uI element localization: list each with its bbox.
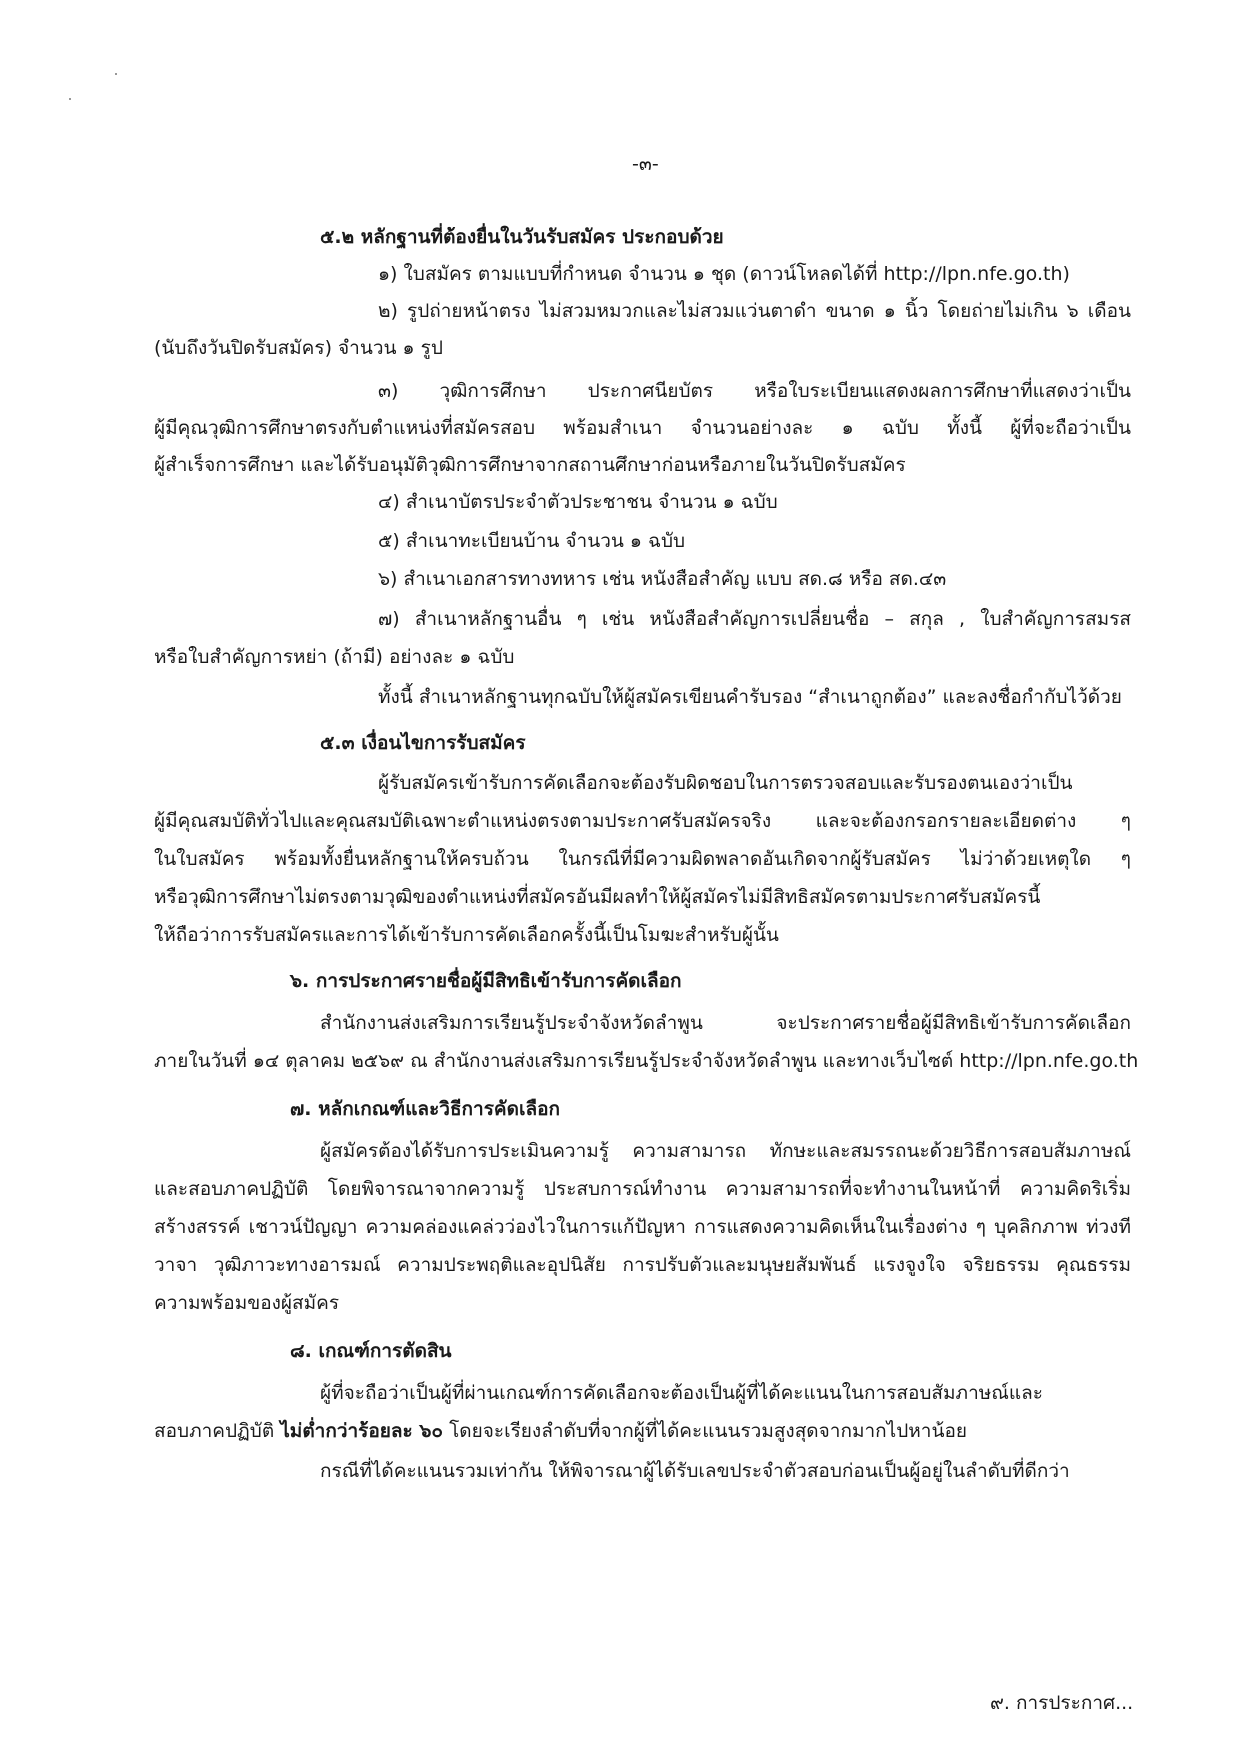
s8-line-2-start: สอบภาคปฏิบัติ <box>154 1420 281 1442</box>
s52-item-2b: (นับถึงวันปิดรับสมัคร) จำนวน ๑ รูป <box>154 337 443 359</box>
s52-note: ทั้งนี้ สำเนาหลักฐานทุกฉบับให้ผู้สมัครเขียนคำรับรอง “สำเนาถูกต้อง” และลงชื่อกำกับไว้ด้วย <box>378 686 1122 708</box>
s53-line-2: ผู้มีคุณสมบัติทั่วไปและคุณสมบัติเฉพาะตำแหน่งตรงตามประกาศรับสมัครจริง และจะต้องกรอกรายละเอียดต่าง ๆ <box>154 810 1131 832</box>
s53-line-3: ในใบสมัคร พร้อมทั้งยื่นหลักฐานให้ครบถ้วน ในกรณีที่มีความผิดพลาดอันเกิดจากผู้รับสมัคร ไม่ว่าด้วยเหตุใด ๆ <box>154 848 1131 870</box>
s6-line-1: สำนักงานส่งเสริมการเรียนรู้ประจำจังหวัดลำพูน จะประกาศรายชื่อผู้มีสิทธิเข้ารับการคัดเลือก <box>320 1012 1131 1034</box>
s7-line-3: สร้างสรรค์ เชาวน์ปัญญา ความคล่องแคล่วว่องไวในการแก้ปัญหา การแสดงความคิดเห็นในเรื่องต่าง ๆ บุคลิกภาพ ท่วงที <box>154 1216 1131 1238</box>
continuation-marker: ๙. การประกาศ... <box>990 1692 1134 1714</box>
s53-line-5: ให้ถือว่าการรับสมัครและการได้เข้ารับการคัดเลือกครั้งนี้เป็นโมฆะสำหรับผู้นั้น <box>154 924 779 946</box>
s7-line-4: วาจา วุฒิภาวะทางอารมณ์ ความประพฤติและอุปนิสัย การปรับตัวและมนุษยสัมพันธ์ แรงจูงใจ จริยธรรม คุณธรรม <box>154 1254 1131 1276</box>
page-number: -๓- <box>632 153 659 175</box>
s7-line-1: ผู้สมัครต้องได้รับการประเมินความรู้ ความสามารถ ทักษะและสมรรถนะด้วยวิธีการสอบสัมภาษณ์ <box>320 1140 1131 1162</box>
s52-item-2a: ๒) รูปถ่ายหน้าตรง ไม่สวมหมวกและไม่สวมแว่นตาดำ ขนาด ๑ นิ้ว โดยถ่ายไม่เกิน ๖ เดือน <box>378 300 1131 322</box>
s52-item-7a: ๗) สำเนาหลักฐานอื่น ๆ เช่น หนังสือสำคัญการเปลี่ยนชื่อ – สกุล , ใบสำคัญการสมรส <box>378 608 1131 630</box>
minimum-score-criterion: ไม่ต่ำกว่าร้อยละ ๖๐ <box>280 1420 444 1442</box>
s52-item-3c: ผู้สำเร็จการศึกษา และได้รับอนุมัติวุฒิการศึกษาจากสถานศึกษาก่อนหรือภายในวันปิดรับสมัคร <box>154 454 906 476</box>
section-5-2-heading: ๕.๒ หลักฐานที่ต้องยื่นในวันรับสมัคร ประกอบด้วย <box>320 226 724 248</box>
s8-line-3: กรณีที่ได้คะแนนรวมเท่ากัน ให้พิจารณาผู้ได้รับเลขประจำตัวสอบก่อนเป็นผู้อยู่ในลำดับที่ดีกว่า <box>320 1460 1070 1482</box>
s53-line-4: หรือวุฒิการศึกษาไม่ตรงตามวุฒิของตำแหน่งที่สมัครอันมีผลทำให้ผู้สมัครไม่มีสิทธิสมัครตามประกาศรับสมัครนี้ <box>154 886 1041 908</box>
s52-item-5: ๕) สำเนาทะเบียนบ้าน จำนวน ๑ ฉบับ <box>378 530 686 552</box>
s52-item-3b: ผู้มีคุณวุฒิการศึกษาตรงกับตำแหน่งที่สมัครสอบ พร้อมสำเนา จำนวนอย่างละ ๑ ฉบับ ทั้งนี้ ผู้ที่จะถือว่าเป็น <box>154 417 1131 439</box>
section-7-heading: ๗. หลักเกณฑ์และวิธีการคัดเลือก <box>290 1098 561 1120</box>
s8-line-2-end: โดยจะเรียงลำดับที่จากผู้ที่ได้คะแนนรวมสูงสุดจากมากไปหาน้อย <box>443 1420 967 1442</box>
scan-speck <box>115 73 117 75</box>
s8-line-1: ผู้ที่จะถือว่าเป็นผู้ที่ผ่านเกณฑ์การคัดเลือกจะต้องเป็นผู้ที่ได้คะแนนในการสอบสัมภาษณ์และ <box>320 1382 1043 1404</box>
scan-speck <box>69 98 71 100</box>
s52-item-1: ๑) ใบสมัคร ตามแบบที่กำหนด จำนวน ๑ ชุด (ดาวน์โหลดได้ที่ http://lpn.nfe.go.th) <box>378 263 1070 285</box>
section-6-heading: ๖. การประกาศรายชื่อผู้มีสิทธิเข้ารับการคัดเลือก <box>290 970 682 992</box>
s52-item-3a: ๓) วุฒิการศึกษา ประกาศนียบัตร หรือใบระเบียนแสดงผลการศึกษาที่แสดงว่าเป็น <box>378 380 1131 402</box>
s7-line-5: ความพร้อมของผู้สมัคร <box>154 1292 340 1314</box>
s6-line-2: ภายในวันที่ ๑๔ ตุลาคม ๒๕๖๙ ณ สำนักงานส่งเสริมการเรียนรู้ประจำจังหวัดลำพูน และทางเว็บไซต์ http://lpn.nfe.go.th <box>154 1050 1139 1072</box>
s53-line-1: ผู้รับสมัครเข้ารับการคัดเลือกจะต้องรับผิดชอบในการตรวจสอบและรับรองตนเองว่าเป็น <box>378 772 1073 794</box>
s7-line-2: และสอบภาคปฏิบัติ โดยพิจารณาจากความรู้ ประสบการณ์ทำงาน ความสามารถที่จะทำงานในหน้าที่ ความคิดริเริ่ม <box>154 1178 1131 1200</box>
section-8-heading: ๘. เกณฑ์การตัดสิน <box>290 1340 452 1362</box>
s52-item-6: ๖) สำเนาเอกสารทางทหาร เช่น หนังสือสำคัญ แบบ สด.๘ หรือ สด.๔๓ <box>378 568 947 590</box>
s52-item-7b: หรือใบสำคัญการหย่า (ถ้ามี) อย่างละ ๑ ฉบับ <box>154 646 515 668</box>
section-5-3-heading: ๕.๓ เงื่อนไขการรับสมัคร <box>320 732 526 754</box>
s8-line-2 <box>154 1418 967 1444</box>
s52-item-4: ๔) สำเนาบัตรประจำตัวประชาชน จำนวน ๑ ฉบับ <box>378 491 778 513</box>
